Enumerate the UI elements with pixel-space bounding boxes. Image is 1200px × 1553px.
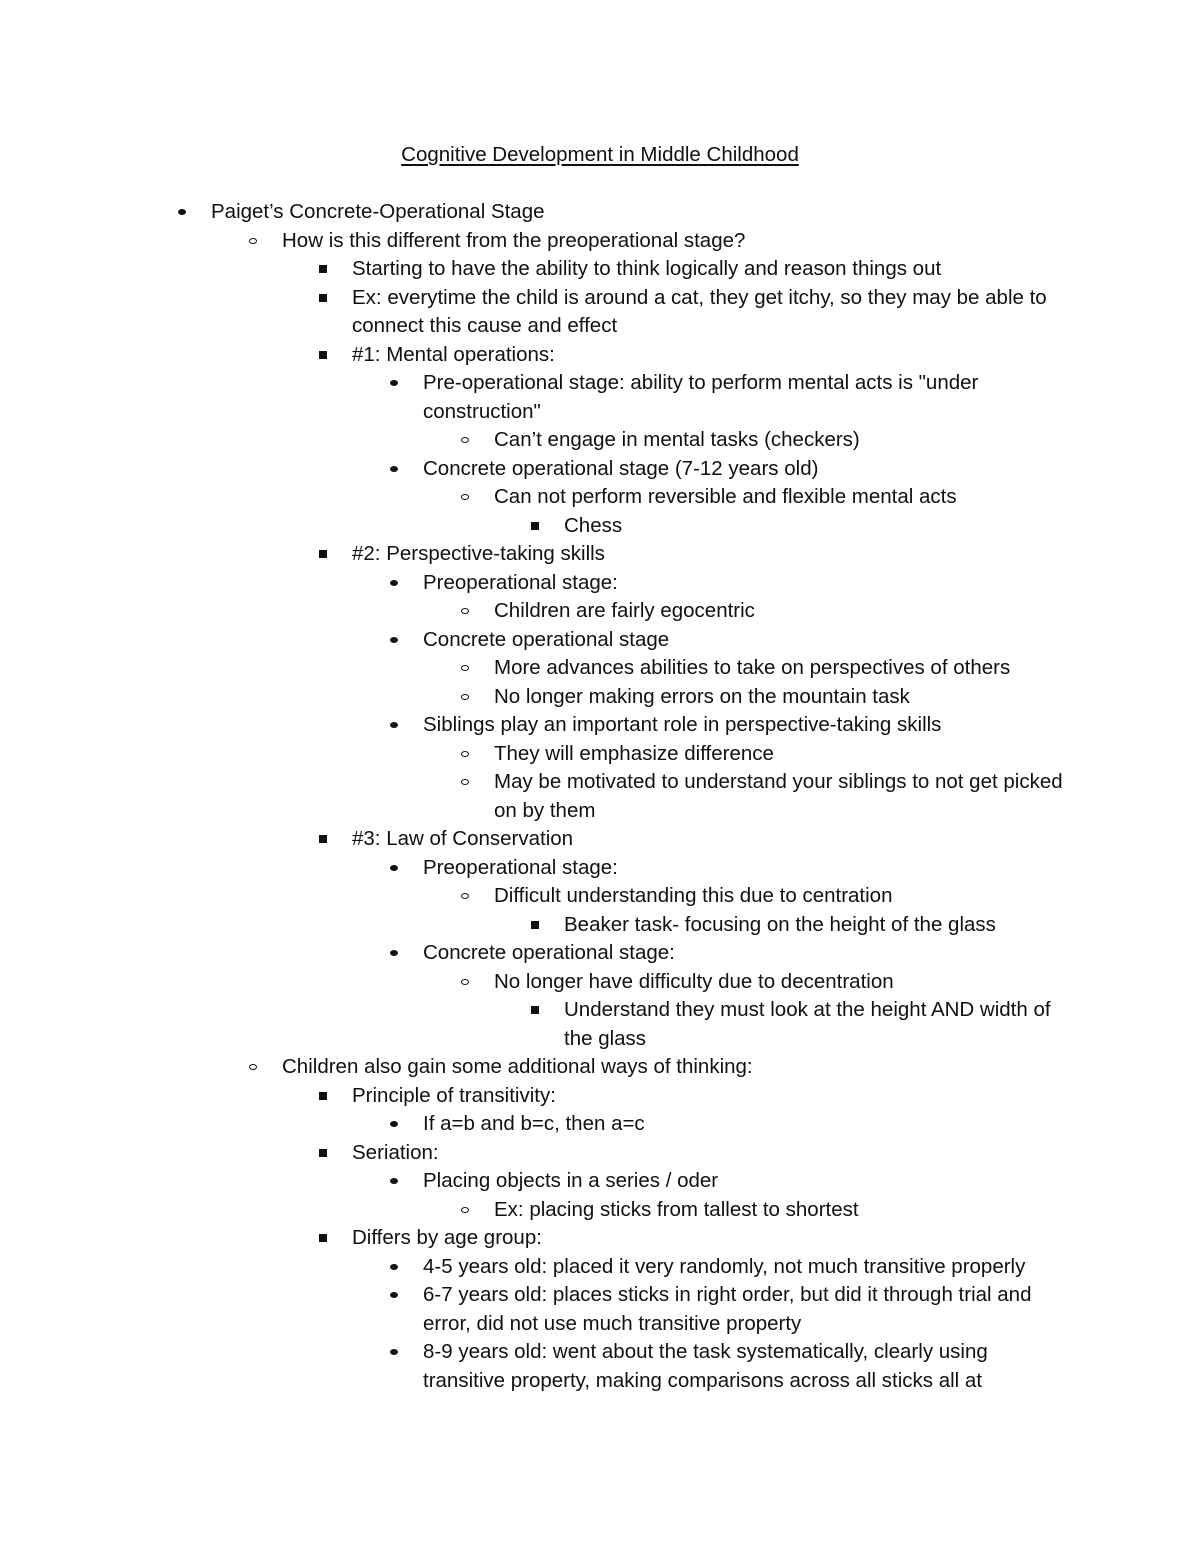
list-item xyxy=(0,512,1064,541)
list-item-text: Beaker task- focusing on the height of the glass xyxy=(564,912,996,936)
list-item-text: Seriation: xyxy=(352,1140,439,1164)
list-item xyxy=(0,1167,1063,1196)
disc-bullet-icon xyxy=(384,626,404,655)
list-item xyxy=(0,1338,1063,1395)
list-item-text: Ex: everytime the child is around a cat, they get itchy, so they may be able to connect this cause and effect xyxy=(352,285,1047,337)
list-item xyxy=(0,1110,1063,1139)
list-item xyxy=(0,882,1064,911)
list-item-text: Paiget’s Concrete-Operational Stage xyxy=(211,200,545,223)
list-item xyxy=(0,369,1063,426)
disc-bullet-icon xyxy=(384,1338,404,1367)
list-item-text: Ex: placing sticks from tallest to shortest xyxy=(494,1197,859,1221)
square-bullet-icon xyxy=(313,341,333,370)
list-item xyxy=(0,540,1057,569)
list-item xyxy=(0,597,1064,626)
disc-bullet-icon xyxy=(384,1253,404,1282)
list-item-text: More advances abilities to take on perspectives of others xyxy=(494,656,1011,679)
list-item-text: #2: Perspective-taking skills xyxy=(352,542,605,565)
circle-bullet-icon xyxy=(243,227,263,256)
disc-bullet-icon xyxy=(384,854,404,883)
list-item-text: Children are fairly egocentric xyxy=(494,599,755,622)
list-item xyxy=(0,683,1064,712)
list-item xyxy=(0,939,1063,968)
list-item xyxy=(0,1253,1063,1282)
list-item xyxy=(0,654,1064,683)
square-bullet-icon xyxy=(313,540,333,569)
disc-bullet-icon xyxy=(384,939,404,968)
list-item-text: If a=b and b=c, then a=c xyxy=(423,1112,645,1135)
page-title: Cognitive Development in Middle Childhood xyxy=(401,143,799,166)
circle-bullet-icon xyxy=(455,426,475,455)
list-item xyxy=(0,255,1057,284)
list-item-text: 4-5 years old: placed it very randomly, not much transitive properly xyxy=(423,1254,1026,1278)
circle-bullet-icon xyxy=(455,483,475,512)
list-item-text: No longer making errors on the mountain task xyxy=(494,684,910,708)
list-item xyxy=(0,711,1063,740)
list-item xyxy=(0,825,1057,854)
list-item-text: No longer have difficulty due to decentration xyxy=(494,969,894,993)
list-item-text: They will emphasize difference xyxy=(494,741,774,765)
disc-bullet-icon xyxy=(384,711,404,740)
list-item xyxy=(0,227,1062,256)
circle-bullet-icon xyxy=(455,597,475,626)
disc-bullet-icon xyxy=(384,1110,404,1139)
list-item xyxy=(0,996,1064,1053)
list-item-text: #1: Mental operations: xyxy=(352,342,555,366)
list-item-text: 8-9 years old: went about the task systematically, clearly using transitive property, making comparisons across all sticks all at xyxy=(423,1340,988,1392)
list-item-text: Chess xyxy=(564,513,623,537)
circle-bullet-icon xyxy=(455,768,475,797)
circle-bullet-icon xyxy=(455,683,475,712)
list-item xyxy=(0,483,1064,512)
list-item xyxy=(0,968,1064,997)
list-item-text: Differs by age group: xyxy=(352,1226,542,1249)
list-item-text: Concrete operational stage xyxy=(423,627,670,651)
disc-bullet-icon xyxy=(384,1281,404,1310)
list-item-text: #3: Law of Conservation xyxy=(352,827,574,850)
circle-bullet-icon xyxy=(455,740,475,769)
list-item-text: Understand they must look at the height AND width of the glass xyxy=(564,998,1051,1050)
disc-bullet-icon xyxy=(384,569,404,598)
circle-bullet-icon xyxy=(455,882,475,911)
square-bullet-icon xyxy=(313,1224,333,1253)
list-item xyxy=(0,740,1064,769)
list-item xyxy=(0,455,1063,484)
list-item xyxy=(0,768,1064,825)
square-bullet-icon xyxy=(313,255,333,284)
list-item-text: May be motivated to understand your siblings to not get picked on by them xyxy=(494,770,1063,822)
list-item xyxy=(0,854,1063,883)
disc-bullet-icon xyxy=(384,1167,404,1196)
list-item xyxy=(0,341,1057,370)
list-item-text: Preoperational stage: xyxy=(423,570,618,594)
list-item-text: Can’t engage in mental tasks (checkers) xyxy=(494,428,860,451)
list-item-text: Children also gain some additional ways of thinking: xyxy=(282,1055,753,1078)
list-item xyxy=(0,426,1064,455)
square-bullet-icon xyxy=(313,1082,333,1111)
list-item xyxy=(0,1053,1062,1082)
list-item xyxy=(0,626,1063,655)
list-item-text: How is this different from the preoperational stage? xyxy=(282,228,746,252)
list-item-text: Preoperational stage: xyxy=(423,855,618,879)
disc-bullet-icon xyxy=(172,198,192,227)
list-item xyxy=(0,1224,1057,1253)
list-item-text: Placing objects in a series / oder xyxy=(423,1169,719,1192)
square-bullet-icon xyxy=(313,284,333,313)
square-bullet-icon xyxy=(313,1139,333,1168)
disc-bullet-icon xyxy=(384,455,404,484)
list-item xyxy=(0,284,1057,341)
list-item-text: Concrete operational stage (7-12 years old) xyxy=(423,456,819,480)
square-bullet-icon xyxy=(313,825,333,854)
square-bullet-icon xyxy=(525,911,545,940)
square-bullet-icon xyxy=(525,512,545,541)
list-item-text: Siblings play an important role in perspective-taking skills xyxy=(423,713,942,736)
circle-bullet-icon xyxy=(455,1196,475,1225)
list-item xyxy=(0,198,1061,227)
list-item xyxy=(0,1196,1064,1225)
circle-bullet-icon xyxy=(243,1053,263,1082)
list-item-text: Principle of transitivity: xyxy=(352,1083,556,1107)
list-item-text: Difficult understanding this due to centration xyxy=(494,884,893,907)
list-item-text: Can not perform reversible and flexible mental acts xyxy=(494,485,957,508)
list-item-text: Concrete operational stage: xyxy=(423,941,675,964)
list-item-text: 6-7 years old: places sticks in right order, but did it through trial and error, did not use much transitive property xyxy=(423,1283,1032,1335)
disc-bullet-icon xyxy=(384,369,404,398)
list-item xyxy=(0,1082,1057,1111)
list-item xyxy=(0,1139,1057,1168)
circle-bullet-icon xyxy=(455,968,475,997)
list-item-text: Pre-operational stage: ability to perform mental acts is "under construction" xyxy=(423,371,979,423)
outline-list xyxy=(0,198,1200,1395)
list-item-text: Starting to have the ability to think logically and reason things out xyxy=(352,257,942,280)
list-item xyxy=(0,911,1064,940)
list-item xyxy=(0,1281,1063,1338)
square-bullet-icon xyxy=(525,996,545,1025)
circle-bullet-icon xyxy=(455,654,475,683)
list-item xyxy=(0,569,1063,598)
